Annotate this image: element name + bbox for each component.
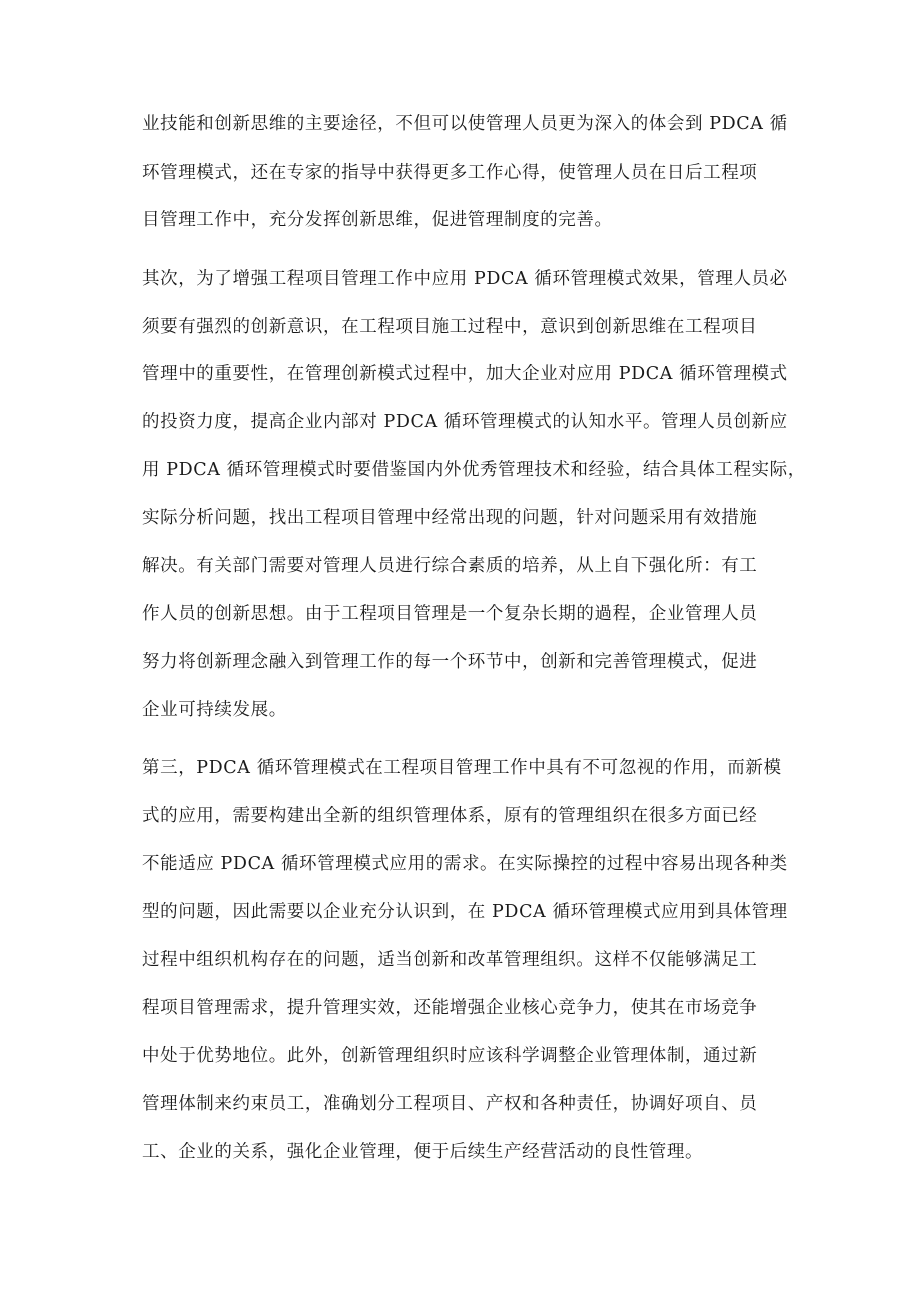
- text-line: 环管理模式，还在专家的指导中获得更多工作心得，使管理人员在日后工程项: [142, 163, 758, 183]
- text-line: 实际分析问题，找出工程项目管理中经常出现的问题，针对问题采用有效措施: [142, 508, 758, 528]
- text-line: 第三，PDCA 循环管理模式在工程项目管理工作中具有不可忽视的作用，而新模: [142, 758, 782, 778]
- text-line: 努力将创新理念融入到管理工作的每一个环节中，创新和完善管理模式，促进: [142, 652, 758, 672]
- text-line: 的投资力度，提高企业内部对 PDCA 循环管理模式的认知水平。管理人员创新应: [142, 412, 788, 432]
- text-line: 业技能和创新思维的主要途径，不但可以使管理人员更为深入的体会到 PDCA 循: [142, 114, 788, 134]
- text-line: 型的问题，因此需要以企业充分认识到，在 PDCA 循环管理模式应用到具体管理: [142, 902, 788, 922]
- text-line: 企业可持续发展。: [142, 700, 287, 720]
- text-line: 过程中组织机构存在的问题，适当创新和改革管理组织。这样不仅能够满足工: [142, 950, 758, 970]
- text-line: 作人员的创新思想。由于工程项目管理是一个复杂长期的過程，企业管理人员: [142, 604, 758, 624]
- text-line: 目管理工作中，充分发挥创新思维，促进管理制度的完善。: [142, 210, 613, 230]
- text-line: 解决。有关部门需要对管理人员进行综合素质的培养，从上自下强化所：有工: [142, 556, 758, 576]
- text-line: 须要有强烈的创新意识，在工程项目施工过程中，意识到创新思维在工程项目: [142, 317, 758, 337]
- text-line: 式的应用，需要构建出全新的组织管理体系，原有的管理组织在很多方面已经: [142, 806, 758, 826]
- text-line: 中处于优势地位。此外，创新管理组织时应该科学调整企业管理体制，通过新: [142, 1046, 758, 1066]
- text-line: 工、企业的关系，强化企业管理，便于后续生产经营活动的良性管理。: [142, 1142, 704, 1162]
- text-line: 管理体制来约束员工，准确划分工程项目、产权和各种责任，协调好项自、员: [142, 1094, 758, 1114]
- text-line: 其次，为了增强工程项目管理工作中应用 PDCA 循环管理模式效果，管理人员必: [142, 269, 788, 289]
- text-line: 不能适应 PDCA 循环管理模式应用的需求。在实际操控的过程中容易出现各种类: [142, 854, 788, 874]
- text-line: 管理中的重要性，在管理创新模式过程中，加大企业对应用 PDCA 循环管理模式: [142, 364, 788, 384]
- text-line: 程项目管理需求，提升管理实效，还能增强企业核心竞争力，使其在市场竞争: [142, 998, 758, 1018]
- text-line: 用 PDCA 循环管理模式时要借鉴国内外优秀管理技术和经验，结合具体工程实际，: [142, 460, 806, 480]
